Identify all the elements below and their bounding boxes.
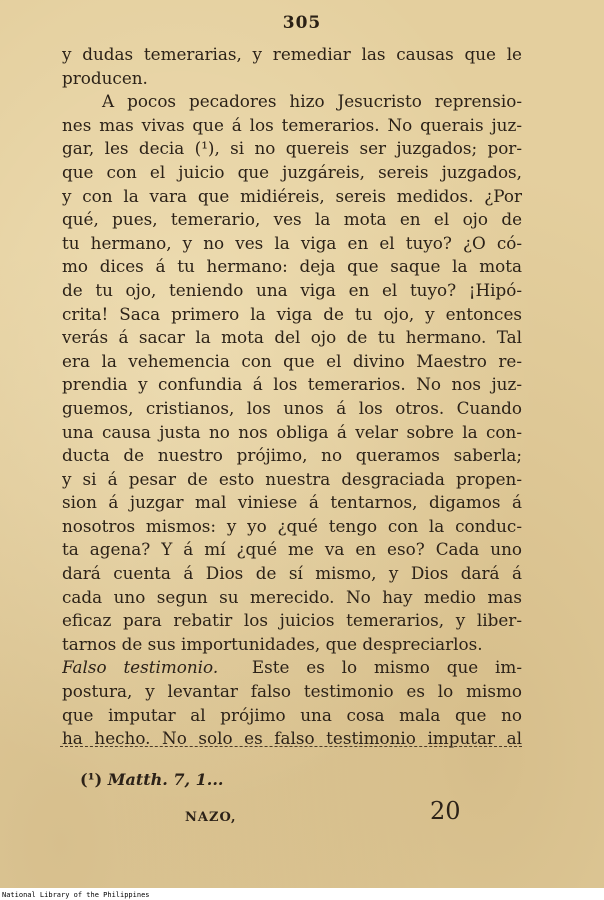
section-line: postura, y levantar falso testimonio es lo mismo xyxy=(62,681,522,702)
text-line: eficaz para rebatir los juicios temerarios, y liber- xyxy=(62,610,522,631)
text-line: de tu ojo, teniendo una viga en el tuyo? ¡Hipó- xyxy=(62,279,522,300)
section-line: Este es lo mismo que im- xyxy=(251,657,522,678)
page-number: 305 xyxy=(282,13,322,33)
text-line: nosotros mismos: y yo ¿qué tengo con la conduc- xyxy=(62,515,522,536)
text-line: era la vehemencia con que el divino Maestro re- xyxy=(62,350,522,371)
text-line: y con la vara que midiéreis, sereis medidos. ¿Por xyxy=(62,185,522,206)
text-line: y si á pesar de esto nuestra desgraciada propen- xyxy=(62,468,522,489)
text-line: gar, les decia (¹), si no quereis ser juzgados; por- xyxy=(62,138,522,159)
text-line: dará cuenta á Dios de sí mismo, y Dios dará á xyxy=(62,563,522,584)
body-text xyxy=(62,43,522,751)
text-line: y dudas temerarias, y remediar las causas que le xyxy=(62,44,522,64)
text-line: cada uno segun su merecido. No hay medio mas xyxy=(62,586,522,607)
text-line: ducta de nuestro prójimo, no queramos saberla; xyxy=(62,445,522,466)
footnote xyxy=(80,770,223,789)
text-line: producen. xyxy=(62,67,148,88)
text-line: sion á juzgar mal viniese á tentarnos, digamos á xyxy=(62,492,522,513)
section-line: que imputar al prójimo una cosa mala que no xyxy=(62,704,522,725)
signature-mark: NAZO, xyxy=(185,810,237,825)
library-credit: National Library of the Philippines xyxy=(2,891,150,899)
text-line: mo dices á tu hermano: deja que saque la mota xyxy=(62,256,522,277)
footnote-rule xyxy=(60,746,522,747)
footnote-reference: Matth. 7, 1... xyxy=(107,770,224,789)
text-line: nes mas vivas que á los temerarios. No querais juz- xyxy=(62,114,522,135)
text-line: que con el juicio que juzgáreis, sereis juzgados, xyxy=(62,161,522,182)
section-line: ha hecho. No solo es falso testimonio imputar al xyxy=(62,728,522,749)
text-line: verás á sacar la mota del ojo de tu hermano. Tal xyxy=(62,327,522,348)
footnote-marker: (¹) xyxy=(80,770,103,789)
text-line: qué, pues, temerario, ves la mota en el ojo de xyxy=(62,209,522,230)
text-line: A pocos pecadores hizo Jesucristo reprensio- xyxy=(102,91,522,112)
text-line: prendia y confundia á los temerarios. No nos juz- xyxy=(62,374,522,395)
text-line: guemos, cristianos, los unos á los otros. Cuando xyxy=(62,397,522,418)
section-heading: Falso testimonio. xyxy=(62,657,219,678)
section-first-line xyxy=(62,656,522,680)
text-line: ta agena? Y á mí ¿qué me va en eso? Cada uno xyxy=(62,539,522,560)
text-line: una causa justa no nos obliga á velar sobre la con- xyxy=(62,421,522,442)
text-line: crita! Saca primero la viga de tu ojo, y entonces xyxy=(62,303,522,324)
text-line: tarnos de sus importunidades, que despreciarlos. xyxy=(62,633,483,654)
sheet-number: 20 xyxy=(430,797,461,825)
text-line: tu hermano, y no ves la viga en el tuyo? ¿O có- xyxy=(62,232,522,253)
